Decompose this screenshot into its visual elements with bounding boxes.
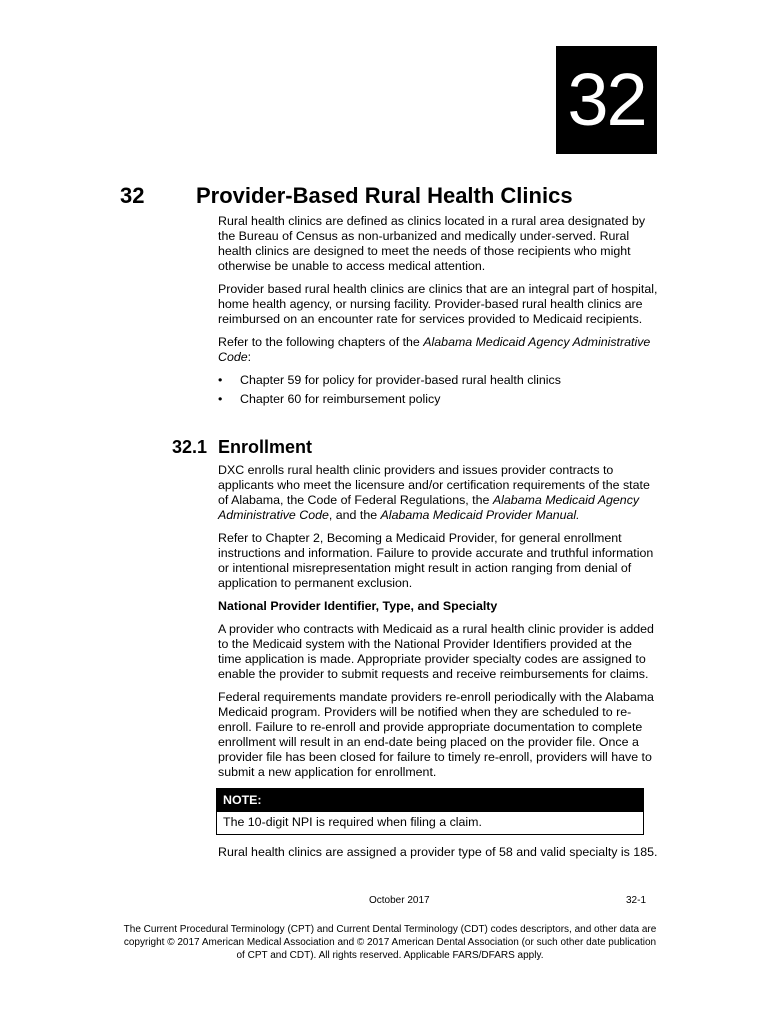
enrollment-paragraph-3: A provider who contracts with Medicaid as a rural health clinic provider is added to the Medicaid system with the National Provider Identifiers provided at the time application is made. Appropriate provider specialty codes are assigned to enable the provider to submit requests and receive reimbursements for claims.: [218, 622, 654, 681]
list-item: • Chapter 60 for reimbursement policy: [218, 392, 658, 407]
enrollment-p1-italic-2: Alabama Medicaid Provider Manual.: [380, 508, 580, 522]
intro-section: [218, 214, 658, 415]
section-heading: [172, 437, 312, 458]
enrollment-section: [218, 463, 658, 868]
npi-subheading: National Provider Identifier, Type, and Specialty: [218, 599, 498, 613]
intro-paragraph-1: Rural health clinics are defined as clinics located in a rural area designated by the Bureau of Census as non-urbanized and medically under-served. Rural health clinics are designed to meet the needs of those recipients who might otherwise be unable to access medical attention.: [218, 214, 646, 273]
note-label: NOTE:: [217, 789, 643, 812]
list-item: • Chapter 59 for policy for provider-based rural health clinics: [218, 373, 658, 388]
section-number: 32.1: [172, 437, 208, 457]
enrollment-paragraph-1: [218, 463, 658, 523]
footer-date: October 2017: [369, 895, 430, 906]
chapter-heading-number: 32: [120, 183, 145, 208]
section-title: Enrollment: [218, 437, 313, 457]
chapter-heading-title: Provider-Based Rural Health Clinics: [196, 183, 573, 208]
enrollment-p1-text: DXC enrolls rural health clinic providers and issues provider contracts to applicants who meet the licensure and/or certification requirements of the state of Alabama, the Code of Federal Regulations, the: [218, 463, 650, 507]
chapter-number-badge: 32: [556, 46, 657, 154]
intro-p3-text: Refer to the following chapters of the: [218, 335, 424, 349]
intro-paragraph-3: [218, 335, 658, 365]
enrollment-paragraph-4: Federal requirements mandate providers re-enroll periodically with the Alabama Medicaid program. Providers will be notified when they are scheduled to re-enroll. Failure to re-enroll and provide appropriate documentation to complete enrollment will result in an end-date being placed on the provider file. Once a provider file has been closed for failure to timely re-enroll, providers will have to submit a new application for enrollment.: [218, 690, 654, 779]
intro-paragraph-2: Provider based rural health clinics are clinics that are an integral part of hospital, home health agency, or nursing facility. Provider-based rural health clinics are reimbursed on an encounter rate for services provided to Medicaid recipients.: [218, 282, 658, 326]
enrollment-p1-text-2: , and the: [328, 508, 381, 522]
enrollment-p1-italic-1: Alabama Medicaid Agency Administrative Code: [218, 493, 640, 522]
chapter-list: [218, 373, 658, 407]
note-box: [216, 788, 644, 835]
note-text: The 10-digit NPI is required when filing a claim.: [223, 815, 482, 829]
enrollment-paragraph-2: Refer to Chapter 2, Becoming a Medicaid Provider, for general enrollment instructions and information. Failure to provide accurate and truthful information or intentional misrepresentation might result in action ranging from denial of application to permanent exclusion.: [218, 531, 654, 590]
intro-p3-italic: Alabama Medicaid Agency Administrative Code: [218, 335, 651, 364]
footer-page-number: 32-1: [626, 895, 647, 906]
enrollment-paragraph-5: Rural health clinics are assigned a provider type of 58 and valid specialty is 185.: [218, 845, 658, 859]
copyright-notice: The Current Procedural Terminology (CPT) and Current Dental Terminology (CDT) codes descriptors, and other data are copyright © 2017 American Medical Association and © 2017 American Dental Association (or such other date publication of CPT and CDT). All rights reserved. Applicable FARS/DFARS apply.: [123, 924, 657, 961]
intro-p3-suffix: :: [247, 350, 252, 364]
